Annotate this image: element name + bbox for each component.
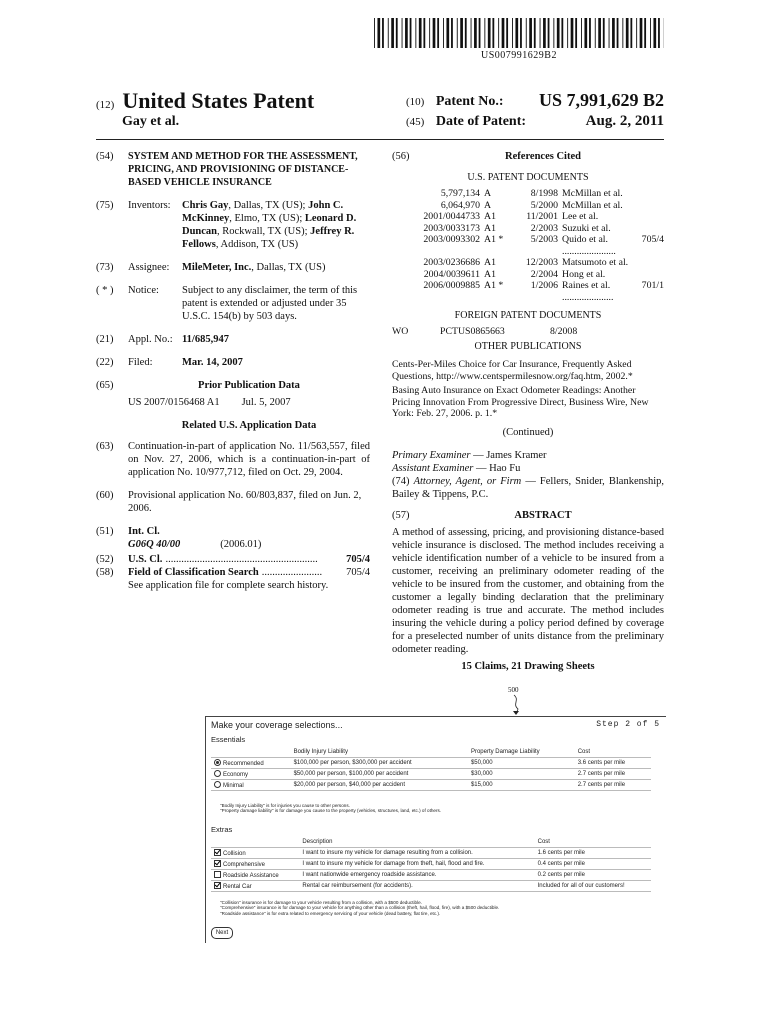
extra-description: Rental car reimbursement (for accidents). bbox=[299, 881, 534, 892]
ref-d: 2/2003 bbox=[530, 222, 558, 234]
prior-pub-heading: Prior Publication Data bbox=[198, 380, 300, 391]
ref-a: Suzuki et al. bbox=[562, 222, 611, 234]
barcode-bar bbox=[636, 18, 637, 48]
barcode-bar bbox=[471, 18, 472, 48]
extras-column-header: Cost bbox=[535, 837, 651, 848]
code-56: (56) bbox=[392, 151, 410, 162]
inventors-field bbox=[96, 199, 370, 251]
code-10: (10) bbox=[406, 96, 425, 108]
ref-n: 2003/0236686 bbox=[423, 257, 480, 268]
primary-examiner-label: Primary Examiner bbox=[392, 449, 471, 461]
barcode-bar bbox=[548, 18, 550, 48]
figure-title: Make your coverage selections... bbox=[211, 720, 343, 730]
extras-row[interactable] bbox=[211, 859, 651, 870]
provisional-field bbox=[96, 489, 370, 515]
claims-summary: 15 Claims, 21 Drawing Sheets bbox=[461, 660, 595, 672]
header-rule bbox=[96, 139, 664, 140]
property-damage-value: $15,000 bbox=[468, 780, 575, 791]
ref-k: A1 * bbox=[484, 280, 504, 291]
ref-k: A bbox=[484, 188, 492, 199]
patent-date: Aug. 2, 2011 bbox=[585, 113, 664, 129]
prior-pub-heading-row bbox=[96, 379, 370, 392]
ref-a: Matsumoto et al. bbox=[562, 257, 629, 268]
barcode-bar bbox=[658, 18, 660, 48]
related-data-heading: Related U.S. Application Data bbox=[181, 420, 317, 431]
plan-cost: 3.6 cents per mile bbox=[575, 758, 651, 769]
barcode-bar bbox=[557, 18, 560, 48]
barcode-bar bbox=[617, 18, 619, 48]
barcode-bar bbox=[520, 18, 522, 48]
code-22: (22) bbox=[96, 357, 114, 368]
barcode-bar bbox=[502, 18, 505, 48]
assignee-name: MileMeter, Inc. bbox=[182, 262, 252, 273]
extras-header-row bbox=[211, 837, 651, 848]
plan-name: Recommended bbox=[223, 761, 264, 767]
attorney bbox=[392, 475, 664, 501]
attorney-label: Attorney, Agent, or Firm bbox=[413, 475, 522, 487]
ref-c bbox=[636, 188, 664, 200]
ref-d: 5/2003 bbox=[530, 234, 558, 245]
patent-number-row bbox=[406, 90, 664, 110]
ref-k: A bbox=[484, 199, 492, 211]
code-12: (12) bbox=[96, 99, 115, 111]
barcode-bar bbox=[479, 18, 481, 48]
barcode-bar bbox=[644, 18, 646, 48]
foreign-country: WO bbox=[392, 326, 409, 337]
code-73: (73) bbox=[96, 262, 114, 273]
field-search-value: 705/4 bbox=[346, 567, 370, 578]
invention-title: SYSTEM AND METHOD FOR THE ASSESSMENT, PRICING, AND PROVISIONING OF DISTANCE-BASED VEHICLE INSURANCE bbox=[128, 151, 358, 188]
ref-a: Raines et al. ..................... bbox=[562, 280, 614, 303]
ref-n: 6,064,970 bbox=[440, 199, 480, 211]
ref-c bbox=[636, 200, 664, 212]
extras-row[interactable] bbox=[211, 870, 651, 881]
ref-d: 1/2006 bbox=[530, 280, 558, 291]
extras-column-header bbox=[211, 837, 299, 848]
extras-column-header: Description bbox=[299, 837, 534, 848]
int-cl-class: G06Q 40/00 bbox=[128, 539, 181, 550]
ref-n: 2003/0093302 bbox=[423, 234, 480, 245]
patent-number: US 7,991,629 B2 bbox=[538, 90, 664, 110]
barcode-bar bbox=[377, 18, 380, 48]
assignee-location: , Dallas, TX (US) bbox=[251, 262, 326, 273]
barcode-bar bbox=[603, 18, 605, 48]
coverage-selection-figure bbox=[205, 716, 666, 943]
ref-k: A1 bbox=[484, 222, 496, 234]
prior-pub-date: Jul. 5, 2007 bbox=[241, 397, 291, 408]
plan-cost: 2.7 cents per mile bbox=[575, 769, 651, 780]
barcode-bar bbox=[402, 18, 403, 48]
barcode-bar bbox=[540, 18, 541, 48]
barcode-bar bbox=[612, 18, 615, 48]
bodily-injury-value: $20,000 per person, $40,000 per accident bbox=[291, 780, 468, 791]
essentials-column-header bbox=[211, 747, 291, 758]
bibliographic-right-column bbox=[392, 150, 664, 673]
ref-a: McMillan et al. bbox=[562, 199, 623, 211]
extras-note-line: "Collision" insurance is for damage to your vehicle resulting from a collision, with a $500 deductible. bbox=[220, 900, 422, 905]
code-58: (58) bbox=[96, 567, 114, 578]
extras-heading: Extras bbox=[211, 825, 233, 834]
barcode-bar bbox=[543, 18, 546, 48]
barcode-bar bbox=[561, 18, 563, 48]
us-cl-dots: .......................................................... bbox=[165, 554, 318, 565]
ref-c bbox=[636, 269, 664, 281]
int-cl-year: (2006.01) bbox=[220, 539, 262, 550]
extras-note-line: "Roadside assistance" is for extra related to emergency servicing of your vehicle (dead battery, flat tire, etc.). bbox=[220, 910, 441, 916]
appl-no-label: Appl. No.: bbox=[128, 334, 173, 345]
barcode-bar bbox=[512, 18, 513, 48]
us-reference-row bbox=[392, 280, 664, 303]
extra-cost: 0.4 cents per mile bbox=[535, 859, 651, 870]
barcode-bar bbox=[534, 18, 536, 48]
provisional-text: Provisional application No. 60/803,837, filed on Jun. 2, 2006. bbox=[128, 490, 362, 514]
barcode-bar bbox=[553, 18, 554, 48]
barcode-bar bbox=[575, 18, 577, 48]
int-cl-row bbox=[96, 538, 370, 551]
foreign-date: 8/2008 bbox=[550, 326, 578, 337]
bodily-injury-value: $50,000 per person, $100,000 per accident bbox=[291, 769, 468, 780]
notice-field bbox=[96, 284, 370, 323]
attorney-name: — Fellers, Snider, Blankenship, Bailey & Tippens, P.C. bbox=[392, 475, 664, 500]
filed-field bbox=[96, 356, 370, 369]
appl-no: 11/685,947 bbox=[182, 334, 229, 345]
barcode-bar bbox=[374, 18, 375, 48]
date-label: Date of Patent: bbox=[435, 114, 527, 129]
ref-d: 5/2000 bbox=[530, 199, 558, 211]
code-52: (52) bbox=[96, 554, 114, 565]
barcode bbox=[374, 18, 664, 48]
inventor-name: John C. McKinney bbox=[182, 200, 344, 224]
code-54: (54) bbox=[96, 151, 114, 162]
code-notice: ( * ) bbox=[96, 285, 114, 296]
barcode-bar bbox=[640, 18, 643, 48]
barcode-bar bbox=[446, 18, 449, 48]
barcode-bar bbox=[396, 18, 398, 48]
barcode-bar bbox=[529, 18, 532, 48]
extra-cost: 0.2 cents per mile bbox=[535, 870, 651, 881]
checkbox[interactable] bbox=[214, 882, 221, 889]
plan-option[interactable] bbox=[211, 769, 291, 780]
us-patent-documents-heading: U.S. PATENT DOCUMENTS bbox=[467, 172, 589, 183]
abstract-heading-row bbox=[392, 509, 664, 522]
us-reference-row bbox=[392, 269, 664, 281]
publication-1: Cents-Per-Miles Choice for Car Insurance, Frequently Asked Questions, http://www.centspermilesnow.org/faq.htm, 2002.* bbox=[392, 359, 633, 382]
ref-k: A1 bbox=[484, 257, 496, 268]
extra-name: Collision bbox=[223, 851, 246, 857]
essentials-row[interactable] bbox=[211, 780, 651, 791]
filed-label: Filed: bbox=[128, 357, 153, 368]
field-search-label: Field of Classification Search bbox=[128, 567, 259, 578]
field-note-row bbox=[96, 579, 370, 592]
references-heading: References Cited bbox=[505, 151, 581, 162]
barcode-bar bbox=[391, 18, 394, 48]
code-60: (60) bbox=[96, 490, 114, 501]
checkbox[interactable] bbox=[214, 860, 221, 867]
assistant-examiner-label: Assistant Examiner bbox=[392, 462, 474, 474]
field-search-field bbox=[96, 566, 370, 579]
essentials-column-header: Bodily Injury Liability bbox=[291, 747, 468, 758]
extra-option[interactable] bbox=[211, 881, 299, 892]
barcode-bar bbox=[465, 18, 467, 48]
us-reference-row bbox=[392, 200, 664, 212]
barcode-bar bbox=[653, 18, 656, 48]
barcode-bar bbox=[506, 18, 508, 48]
extras-note-line: "Comprehensive" insurance is for damage to your vehicle for anything other than a collision (theft, hail, flood, fire), with a $500 deductible. bbox=[220, 905, 500, 911]
foreign-reference bbox=[392, 325, 664, 338]
barcode-bar bbox=[433, 18, 436, 48]
barcode-bar bbox=[415, 18, 416, 48]
us-reference-row bbox=[392, 188, 664, 200]
plan-name: Minimal bbox=[223, 783, 244, 789]
barcode-bar bbox=[492, 18, 494, 48]
ref-d: 12/2003 bbox=[525, 257, 558, 268]
essentials-note bbox=[220, 803, 441, 814]
ref-k: A1 bbox=[484, 268, 496, 280]
checkbox[interactable] bbox=[214, 871, 221, 878]
extras-note bbox=[220, 900, 499, 916]
code-65: (65) bbox=[96, 380, 114, 391]
ref-c bbox=[636, 223, 664, 235]
notice-text: Subject to any disclaimer, the term of this patent is extended or adjusted under 35 U.S.C. 154(b) by 503 days. bbox=[182, 285, 358, 322]
ref-c bbox=[636, 211, 664, 223]
ref-c: 705/4 bbox=[641, 234, 664, 245]
essentials-row[interactable] bbox=[211, 758, 651, 769]
ref-d: 8/1998 bbox=[530, 188, 558, 199]
essentials-column-header: Property Damage Liability bbox=[468, 747, 575, 758]
patent-date-row bbox=[406, 114, 664, 130]
radio-button[interactable] bbox=[214, 770, 221, 777]
code-57: (57) bbox=[392, 509, 410, 521]
primary-examiner bbox=[392, 449, 664, 462]
plan-name: Economy bbox=[223, 772, 249, 778]
int-cl-field bbox=[96, 525, 370, 538]
property-damage-value: $30,000 bbox=[468, 769, 575, 780]
title-field bbox=[96, 150, 370, 189]
barcode-bar bbox=[405, 18, 408, 48]
inventors-short: Gay et al. bbox=[122, 114, 180, 129]
ref-n: 2003/0033173 bbox=[423, 222, 480, 234]
barcode-bar bbox=[498, 18, 499, 48]
assistant-examiner bbox=[392, 462, 664, 475]
document-number: US007991629B2 bbox=[481, 50, 557, 61]
patent-number-label: Patent No.: bbox=[435, 94, 504, 109]
barcode-bar bbox=[484, 18, 485, 48]
essentials-body bbox=[211, 758, 651, 791]
figure-pointer-arrow bbox=[510, 694, 524, 716]
barcode-bar bbox=[443, 18, 444, 48]
barcode-bar bbox=[488, 18, 491, 48]
ref-n: 2004/0039611 bbox=[423, 268, 480, 280]
radio-button[interactable] bbox=[214, 781, 221, 788]
abstract-text: A method of assessing, pricing, and provisioning distance-based vehicle insurance is disclosed. The method includes receiving a vehicle identification number of a vehicle to be insured from a customer, receiving an preliminary odometer reading of the vehicle to be insured from the customer, and obtaining from the customer a legally binding declaration that the preliminary odometer reading is true and accurate. The method includes insuring the vehicle during a policy period defined by coverage for a preselected number of units distance from the preliminary odometer reading. bbox=[392, 526, 664, 655]
abstract-heading: ABSTRACT bbox=[514, 509, 572, 521]
notice-label: Notice: bbox=[128, 285, 159, 296]
ref-n: 5,797,134 bbox=[440, 188, 480, 199]
inventor-location: , Rockwall, TX (US); bbox=[217, 226, 311, 237]
barcode-bar bbox=[630, 18, 632, 48]
int-cl-label: Int. Cl. bbox=[128, 526, 160, 537]
ref-k: A1 bbox=[484, 211, 496, 222]
radio-button[interactable] bbox=[214, 759, 221, 766]
inventor-location: , Addison, TX (US) bbox=[215, 239, 299, 250]
inventor-location: , Dallas, TX (US); bbox=[228, 200, 309, 211]
us-reference-row bbox=[392, 234, 664, 257]
barcode-bar bbox=[581, 18, 582, 48]
essentials-table bbox=[211, 747, 651, 791]
inventor-name: Jeffrey R. Fellows bbox=[182, 226, 355, 250]
foreign-patent-documents-heading: FOREIGN PATENT DOCUMENTS bbox=[454, 310, 602, 321]
inventor-name: Chris Gay bbox=[182, 200, 229, 211]
ref-n: 2006/0009885 bbox=[423, 280, 480, 291]
property-damage-value: $50,000 bbox=[468, 758, 575, 769]
extras-row[interactable] bbox=[211, 848, 651, 859]
code-45: (45) bbox=[406, 116, 425, 128]
barcode-bar bbox=[419, 18, 422, 48]
essentials-column-header: Cost bbox=[575, 747, 651, 758]
plan-option[interactable] bbox=[211, 758, 291, 769]
checkbox[interactable] bbox=[214, 849, 221, 856]
bodily-injury-value: $100,000 per person, $300,000 per accident bbox=[291, 758, 468, 769]
barcode-bar bbox=[589, 18, 591, 48]
extra-option[interactable] bbox=[211, 859, 299, 870]
essentials-heading: Essentials bbox=[211, 735, 246, 744]
barcode-bar bbox=[598, 18, 601, 48]
ref-k: A1 * bbox=[484, 234, 504, 245]
plan-option[interactable] bbox=[211, 780, 291, 791]
patent-header bbox=[96, 88, 314, 114]
extra-description: I want to insure my vehicle for damage from theft, hail, flood and fire. bbox=[299, 859, 534, 870]
barcode-bar bbox=[388, 18, 389, 48]
essentials-header-row bbox=[211, 747, 651, 758]
prior-pub-row bbox=[96, 396, 370, 409]
barcode-bar bbox=[526, 18, 527, 48]
barcode-bar bbox=[650, 18, 651, 48]
us-cl-field bbox=[96, 553, 370, 566]
barcode-bar bbox=[457, 18, 458, 48]
code-21: (21) bbox=[96, 334, 114, 345]
inventor-name: Leonard D. Duncan bbox=[182, 213, 357, 237]
foreign-number: PCTUS0865663 bbox=[440, 326, 505, 337]
barcode-bar bbox=[382, 18, 384, 48]
next-button[interactable]: Next bbox=[211, 927, 233, 939]
extra-name: Comprehensive bbox=[223, 862, 266, 868]
inventors-list bbox=[182, 199, 370, 251]
barcode-bar bbox=[595, 18, 596, 48]
extra-name: Roadside Assistance bbox=[223, 873, 279, 879]
references-heading-row bbox=[392, 150, 664, 163]
extra-option[interactable] bbox=[211, 870, 299, 881]
code-51: (51) bbox=[96, 526, 114, 537]
ref-d: 2/2004 bbox=[530, 268, 558, 280]
barcode-bar bbox=[515, 18, 518, 48]
other-publications-heading: OTHER PUBLICATIONS bbox=[474, 341, 582, 352]
barcode-bar bbox=[609, 18, 610, 48]
essentials-row[interactable] bbox=[211, 769, 651, 780]
code-74: (74) bbox=[392, 475, 410, 487]
us-cl-label: U.S. Cl. bbox=[128, 554, 163, 565]
ref-a: Lee et al. bbox=[562, 211, 599, 222]
code-63: (63) bbox=[96, 441, 114, 452]
extra-description: I want nationwide emergency roadside assistance. bbox=[299, 870, 534, 881]
ref-c: 701/1 bbox=[641, 280, 664, 291]
assistant-examiner-name: — Hao Fu bbox=[473, 462, 521, 474]
us-reference-row bbox=[392, 211, 664, 223]
figure-reference-number: 500 bbox=[508, 686, 519, 694]
extras-table bbox=[211, 837, 651, 892]
barcode-bar bbox=[410, 18, 412, 48]
ref-d: 11/2001 bbox=[526, 211, 558, 222]
continuation-text: Continuation-in-part of application No. 11/563,557, filed on Nov. 27, 2006, which is a continuation-in-part of application No. 10/977,712, filed on Oct. 29, 2004. bbox=[128, 441, 370, 478]
inventors-label: Inventors: bbox=[128, 200, 171, 211]
extra-cost: Included for all of our customers! bbox=[535, 881, 651, 892]
inventor-location: , Elmo, TX (US); bbox=[229, 213, 305, 224]
ref-a: Quido et al. ...................... bbox=[562, 234, 616, 257]
prior-pub-number: US 2007/0156468 A1 bbox=[128, 397, 220, 408]
assignee-label: Assignee: bbox=[128, 262, 170, 273]
appl-no-field bbox=[96, 333, 370, 346]
barcode-bar bbox=[584, 18, 587, 48]
plan-cost: 2.7 cents per mile bbox=[575, 780, 651, 791]
field-search-dots: ....................... bbox=[261, 567, 323, 578]
extras-row[interactable] bbox=[211, 881, 651, 892]
barcode-bar bbox=[451, 18, 453, 48]
barcode-bar bbox=[567, 18, 568, 48]
barcode-bar bbox=[474, 18, 477, 48]
field-search-note: See application file for complete search history. bbox=[128, 580, 329, 591]
continuation-field bbox=[96, 440, 370, 479]
ref-a: McMillan et al. bbox=[562, 188, 623, 199]
barcode-bar bbox=[437, 18, 439, 48]
us-reference-row bbox=[392, 257, 664, 269]
ref-c bbox=[636, 257, 664, 269]
bibliographic-left-column bbox=[96, 150, 370, 602]
barcode-bar bbox=[571, 18, 574, 48]
publication-2: Basing Auto Insurance on Exact Odometer Readings: Another Pricing Innovation From Progressive Direct, Business Wire, New York: Feb. 27, 2006. p. 1.* bbox=[392, 385, 649, 419]
ref-n: 2001/0044733 bbox=[423, 211, 480, 222]
us-cl-value: 705/4 bbox=[346, 554, 370, 565]
continued-note: (Continued) bbox=[502, 426, 554, 438]
us-reference-row bbox=[392, 223, 664, 235]
figure-step: Step 2 of 5 bbox=[596, 720, 660, 729]
assignee-field bbox=[96, 261, 370, 274]
extra-cost: 1.6 cents per mile bbox=[535, 848, 651, 859]
barcode-bar bbox=[626, 18, 629, 48]
filed-date: Mar. 14, 2007 bbox=[182, 357, 243, 368]
barcode-bar bbox=[423, 18, 425, 48]
extra-description: I want to insure my vehicle for damage resulting from a collision. bbox=[299, 848, 534, 859]
patent-title-heading: United States Patent bbox=[122, 88, 315, 113]
barcode-bar bbox=[622, 18, 623, 48]
barcode-bar bbox=[429, 18, 430, 48]
barcode-bar bbox=[460, 18, 463, 48]
extra-name: Rental Car bbox=[223, 884, 252, 890]
extras-body bbox=[211, 848, 651, 892]
code-75: (75) bbox=[96, 200, 114, 211]
us-references-list bbox=[392, 188, 664, 303]
essentials-note-line: "Property damage liability" is for damage you cause to the property (vehicles, structures, land, etc.) of others. bbox=[220, 808, 442, 814]
essentials-note-line: "Bodily Injury Liability" is for injuries you cause to other persons. bbox=[220, 803, 350, 808]
ref-a: Hong et al. bbox=[562, 268, 606, 280]
primary-examiner-name: — James Kramer bbox=[470, 449, 547, 461]
extra-option[interactable] bbox=[211, 848, 299, 859]
